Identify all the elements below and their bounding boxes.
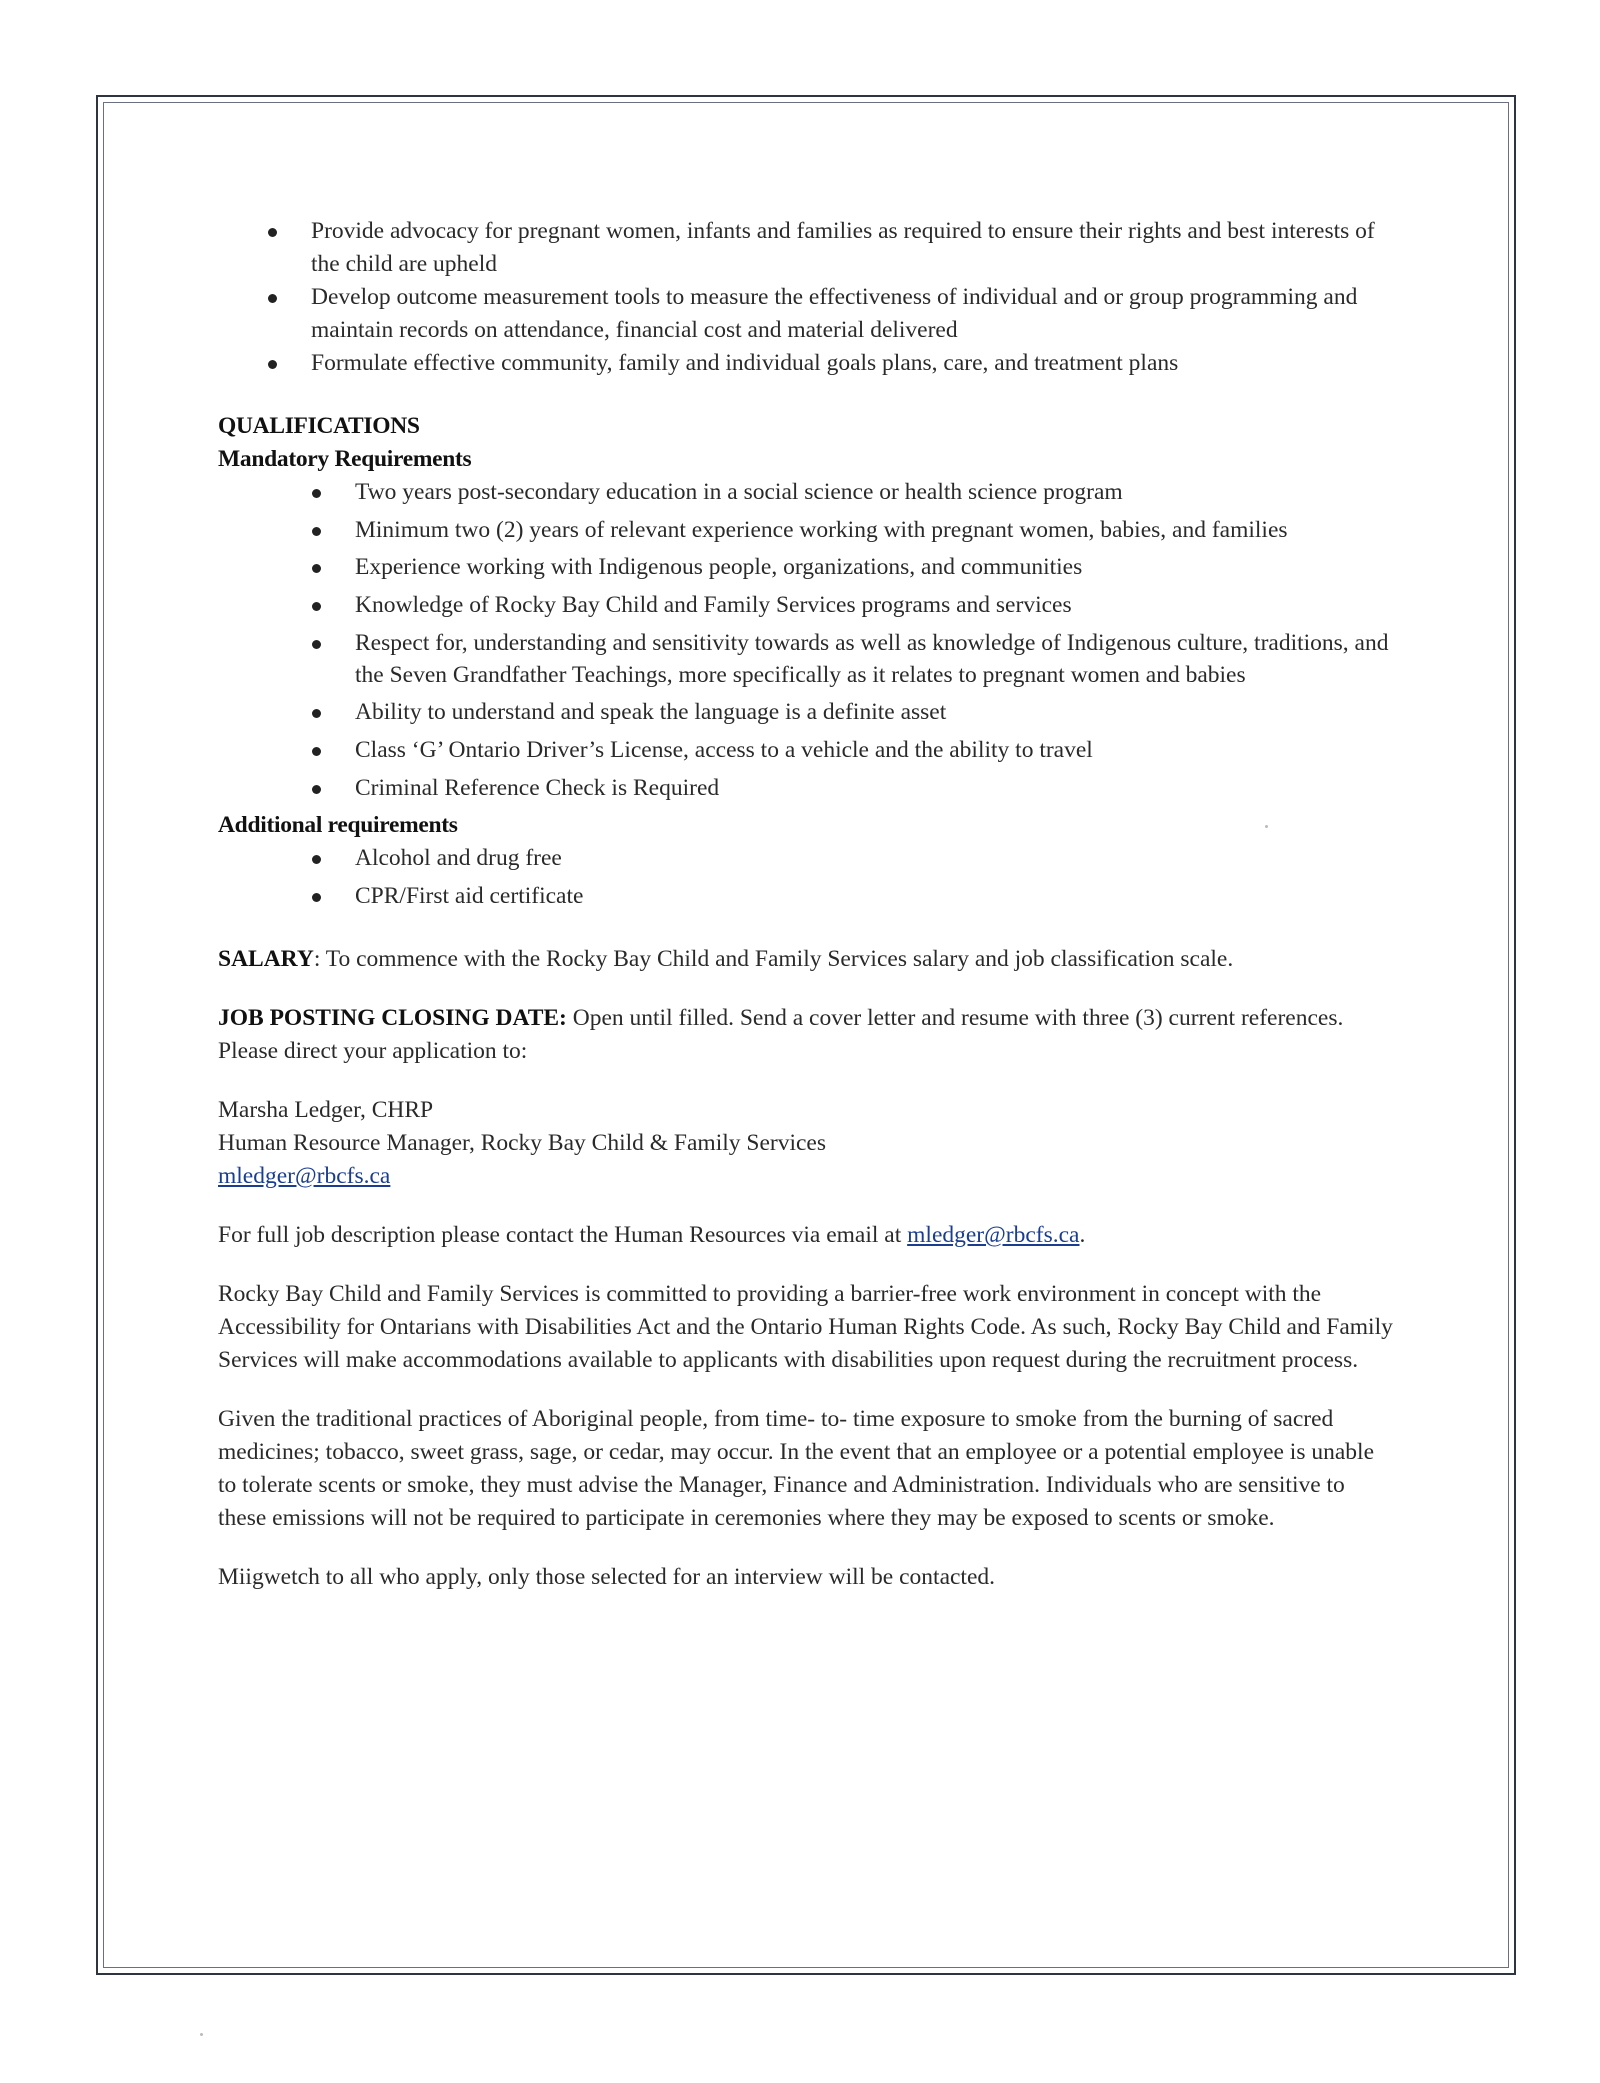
contact-title: Human Resource Manager, Rocky Bay Child & Family Services [218,1130,826,1156]
list-item: Minimum two (2) years of relevant experience working with pregnant women, babies, and families [218,514,1398,546]
contact-block [218,1094,1398,1193]
full-description-end: . [1079,1222,1086,1248]
list-item: Criminal Reference Check is Required [218,772,1398,805]
mandatory-list [218,476,1398,805]
closing-line: Miigwetch to all who apply, only those selected for an interview will be contacted. [218,1564,996,1590]
salary-paragraph [218,943,1398,976]
list-item: CPR/First aid certificate [218,880,1398,913]
full-description-paragraph [218,1219,1398,1252]
list-item: Provide advocacy for pregnant women, infants and families as required to ensure their rights and best interests of the child are upheld [218,215,1398,281]
mandatory-heading: Mandatory Requirements [218,446,472,472]
salary-text: : To commence with the Rocky Bay Child and Family Services salary and job classification scale. [313,946,1234,972]
closing-date-paragraph [218,1002,1398,1068]
additional-heading: Additional requirements [218,812,458,838]
list-item: Class ‘G’ Ontario Driver’s License, access to a vehicle and the ability to travel [218,734,1398,767]
list-item: Experience working with Indigenous people, organizations, and communities [218,551,1398,584]
closing-date-label: JOB POSTING CLOSING DATE: [218,1005,567,1031]
list-item: Ability to understand and speak the language is a definite asset [218,696,1398,729]
additional-list [218,842,1398,913]
list-item: Formulate effective community, family and individual goals plans, care, and treatment plans [218,347,1398,380]
list-item: Alcohol and drug free [218,842,1398,875]
contact-email-link[interactable]: mledger@rbcfs.ca [218,1163,391,1189]
scan-speck [200,2033,203,2036]
smoke-notice-paragraph: Given the traditional practices of Aboriginal people, from time- to- time exposure to smoke from the burning of sacred medicines; tobacco, sweet grass, sage, or cedar, may occur. In the event that an employee or a potential employee is unable to tolerate scents or smoke, they must advise the Manager, Finance and Administration. Individuals who are sensitive to these emissions will not be required to participate in ceremonies where they may be exposed to scents or smoke. [218,1406,1374,1531]
hr-email-link[interactable]: mledger@rbcfs.ca [907,1222,1080,1248]
list-item: Two years post-secondary education in a social science or health science program [218,476,1398,509]
list-item: Respect for, understanding and sensitivity towards as well as knowledge of Indigenous culture, traditions, and the Seven Grandfather Teachings, more specifically as it relates to pregnant women and babies [218,627,1398,691]
document-body [218,215,1398,1594]
list-item: Develop outcome measurement tools to measure the effectiveness of individual and or group programming and maintain records on attendance, financial cost and material delivered [218,281,1398,347]
contact-name: Marsha Ledger, CHRP [218,1097,434,1123]
accessibility-paragraph: Rocky Bay Child and Family Services is committed to providing a barrier-free work environment in concept with the Accessibility for Ontarians with Disabilities Act and the Ontario Human Rights Code. As such, Rocky Bay Child and Family Services will make accommodations available to applicants with disabilities upon request during the recruitment process. [218,1281,1393,1373]
closing-date-text: Open until filled. Send a cover letter and resume with three (3) current references. Please direct your application to: [218,1005,1344,1064]
duties-list [218,215,1398,380]
qualifications-heading: QUALIFICATIONS [218,413,420,439]
salary-label: SALARY [218,946,314,972]
list-item: Knowledge of Rocky Bay Child and Family Services programs and services [218,589,1398,622]
full-description-text: For full job description please contact the Human Resources via email at [218,1222,908,1248]
